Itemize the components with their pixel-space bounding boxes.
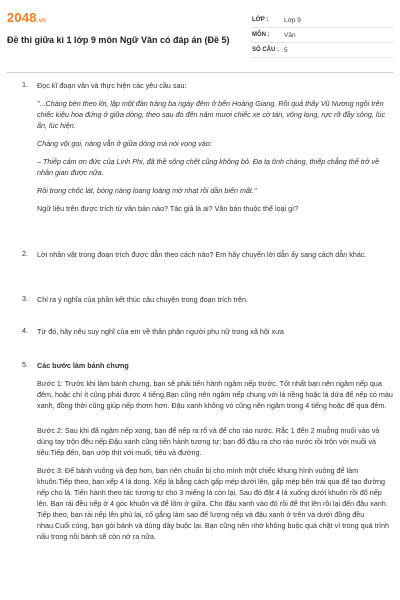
question-text: Từ đó, hãy nêu suy nghĩ của em về thân phận người phụ nữ trong xã hội xưa [37, 327, 284, 336]
question-number: 5. [22, 360, 28, 369]
step-paragraph: Bước 2: Sau khi đã ngâm nếp xong, bạn để nếp ra rổ và để cho ráo nước. Rắc 1 đến 2 muỗng muối vào và dùng tay trộn đều nếp.Đậu xanh cũng tiến hành tương tự; bạn đổ đậu ra cho ráo nước rồi trộn với muối và tiêu.Tiếp đến, bạn ướp thịt với muối, tiêu và đường. [37, 426, 380, 457]
passage-paragraph: Rồi trong chốc lát, bóng nàng loang loáng mờ nhạt rồi dần biến mất." [37, 186, 257, 195]
question-body [37, 80, 393, 221]
meta-value: Văn [284, 31, 296, 39]
exam-meta-table [252, 13, 394, 58]
question-text: Lời nhân vật trong đoạn trích được dẫn theo cách nào? Em hãy chuyển lời dẫn ấy sang cách dẫn khác. [37, 250, 367, 259]
question-text: Ngữ liệu trên được trích từ văn bản nào? Tác giả là ai? Văn bản thuộc thể loại gì? [37, 204, 299, 213]
question-body [37, 360, 393, 549]
passage-paragraph: – Thiếp cảm ơn đức của Linh Phi, đã thề sống chết cũng không bỏ. Đa tạ tình chàng, thiếp chẳng thể trở về nhân gian được nữa. [37, 157, 380, 177]
question-number: 3. [22, 294, 28, 303]
site-logo[interactable] [7, 10, 46, 25]
meta-value: Lớp 9 [284, 16, 301, 24]
meta-row-question-count [252, 43, 394, 58]
header-divider [7, 72, 393, 73]
passage-paragraph: Chàng vội gọi, nàng vẫn ở giữa dòng mà nói vọng vào: [37, 139, 212, 148]
page-title: Đề thi giữa kì 1 lớp 9 môn Ngữ Văn có đáp án (Đề 5) [7, 35, 230, 45]
step-paragraph: Bước 1: Trước khi làm bánh chưng, bạn sẽ phải tiến hành ngâm nếp trước. Tốt nhất bạn nên ngâm nếp qua đêm, hoặc chí ít cũng phải được 4 tiếng.Bạn cũng nên ngâm nếp chung với lá riềng hoặc lá dứa để nếp có màu xanh, đồng thời cũng giúp nếp thơm hơn. Đậu xanh không vỏ cũng nên ngâm trong 4 tiếng hoặc để qua đêm. [37, 379, 393, 410]
meta-key: LỚP : [252, 17, 269, 23]
question-text: Chỉ ra ý nghĩa của phần kết thúc câu chuyện trong đoạn trích trên. [37, 295, 248, 304]
question-number: 1. [22, 80, 28, 89]
question-intro: Đọc kĩ đoạn văn và thực hiện các yêu cầu sau: [37, 81, 187, 90]
passage-paragraph: "...Chàng bèn theo lời, lập một đàn tràng ba ngày đêm ở bến Hoàng Giang. Rồi quả thấy Vũ Nương ngồi trên chiếc kiệu hoa đứng ở giữa dòng, theo sau đó đến năm mươi chiếc xe cờ tán, võng lọng, rực rỡ đầy sông, lúc ẩn, lúc hiện. [37, 99, 386, 130]
meta-row-class [252, 13, 394, 28]
meta-key: MÔN : [252, 32, 270, 38]
page-header [0, 0, 400, 62]
meta-row-subject [252, 28, 394, 43]
logo-suffix: .vn [36, 18, 47, 24]
meta-key: SỐ CÂU : [252, 47, 279, 53]
section-heading: Các bước làm bánh chưng [37, 361, 129, 370]
question-number: 2. [22, 249, 28, 258]
step-paragraph: Bước 3: Để bánh vuông và đẹp hơn, bạn nên chuẩn bị cho mình một chiếc khung hình vuông để làm khuôn.Tiếp theo, bạn xếp 4 lá dong. Xếp lá bằng cách gấp mép dưới lên, gấp mép bên trái qua để tạo đường nếp cho lá. Tiến hành theo tác tương tự cho 3 miếng lá còn lại. Sau đó đặt 4 lá xuống dưới khuôn rồi đổ nếp lên. Bạn rải đều nếp ở 4 góc khuôn và để lõm ở giữa. Cho đậu xanh vào đó rồi để thịt lên rồi lại đến đậu xanh. Tiếp theo, bạn rải nếp lên phủ lại, cố gắng làm sao để lượng nếp và đậu xanh ở trên và dưới đồng đều nhau.Cuối cùng, bạn gói bánh và dùng dây buộc lại. Bạn cũng nên nhớ không buộc quá chặt vì trong quá trình nấu trong nồi bánh sẽ còn nở ra nữa. [37, 466, 389, 541]
logo-text: 2048 [7, 10, 37, 25]
meta-value: 5 [284, 46, 288, 54]
question-number: 4. [22, 326, 28, 335]
